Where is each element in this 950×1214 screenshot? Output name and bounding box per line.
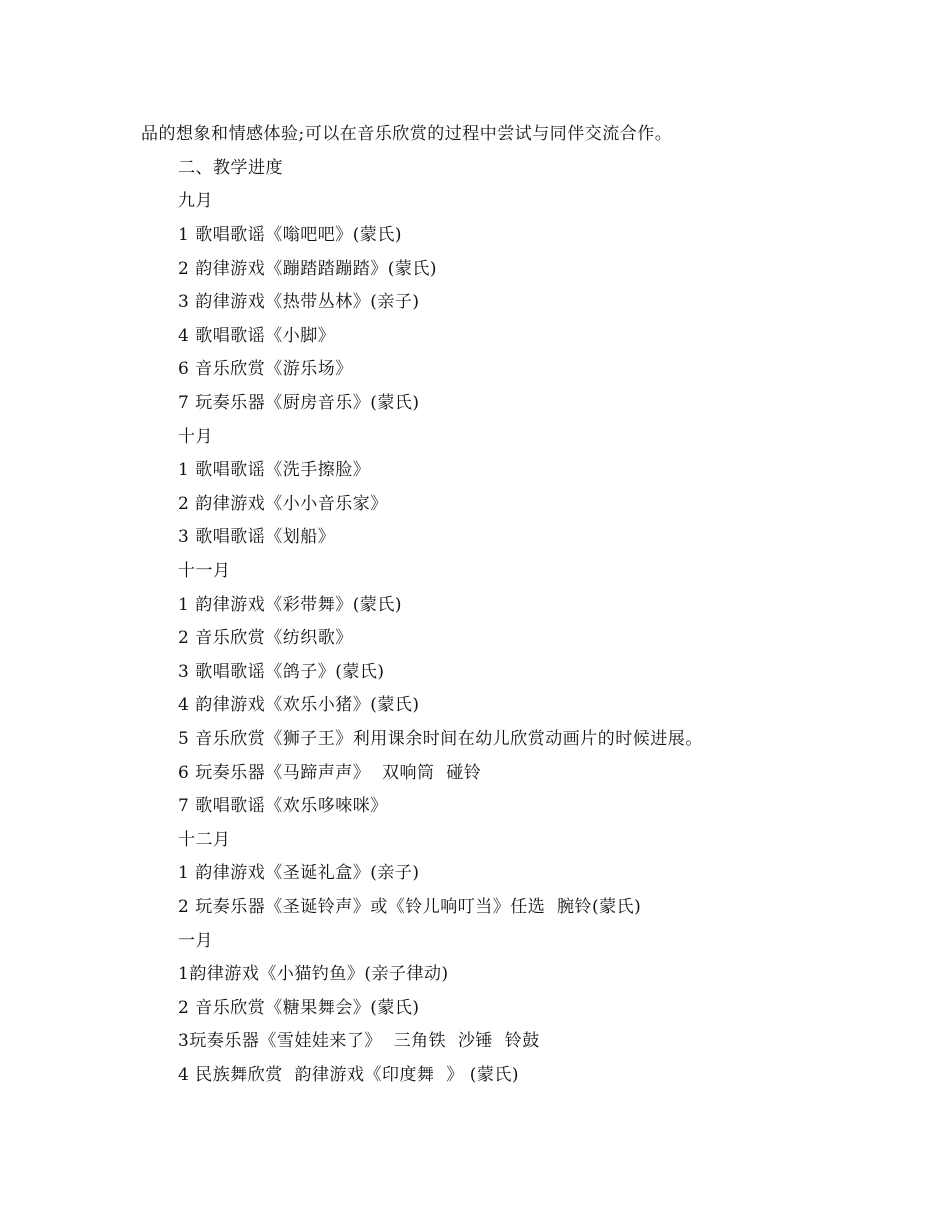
- list-item: 4 民族舞欣赏 韵律游戏《印度舞 》 (蒙氏): [178, 1065, 520, 1085]
- list-item: 5 音乐欣赏《狮子王》利用课余时间在幼儿欣赏动画片的时候进展。: [178, 729, 703, 749]
- list-item: 3 歌唱歌谣《鸽子》(蒙氏): [178, 662, 385, 682]
- month-heading-september: 九月: [178, 191, 213, 211]
- list-item: 4 歌唱歌谣《小脚》: [178, 326, 336, 346]
- section-heading: 二、教学进度: [178, 158, 283, 178]
- list-item: 3玩奏乐器《雪娃娃来了》 三角铁 沙锤 铃鼓: [178, 1031, 540, 1051]
- list-item: 6 玩奏乐器《马蹄声声》 双响筒 碰铃: [178, 763, 482, 783]
- month-heading-december: 十二月: [178, 830, 231, 850]
- list-item: 2 韵律游戏《小小音乐家》: [178, 494, 388, 514]
- month-heading-october: 十月: [178, 427, 213, 447]
- list-item: 1 韵律游戏《彩带舞》(蒙氏): [178, 595, 402, 615]
- list-item: 7 玩奏乐器《厨房音乐》(蒙氏): [178, 393, 420, 413]
- list-item: 3 韵律游戏《热带丛林》(亲子): [178, 292, 420, 312]
- list-item: 1 歌唱歌谣《嗡吧吧》(蒙氏): [178, 225, 402, 245]
- list-item: 2 玩奏乐器《圣诞铃声》或《铃儿响叮当》任选 腕铃(蒙氏): [178, 897, 642, 917]
- month-heading-november: 十一月: [178, 561, 231, 581]
- list-item: 4 韵律游戏《欢乐小猪》(蒙氏): [178, 695, 420, 715]
- list-item: 2 音乐欣赏《纺织歌》: [178, 628, 353, 648]
- list-item: 2 韵律游戏《蹦踏踏蹦踏》(蒙氏): [178, 259, 437, 279]
- list-item: 7 歌唱歌谣《欢乐哆唻咪》: [178, 796, 388, 816]
- list-item: 1 歌唱歌谣《洗手擦脸》: [178, 460, 371, 480]
- list-item: 1韵律游戏《小猫钓鱼》(亲子律动): [178, 964, 449, 984]
- month-heading-january: 一月: [178, 931, 213, 951]
- list-item: 3 歌唱歌谣《划船》: [178, 527, 336, 547]
- list-item: 2 音乐欣赏《糖果舞会》(蒙氏): [178, 998, 420, 1018]
- list-item: 1 韵律游戏《圣诞礼盒》(亲子): [178, 863, 420, 883]
- list-item: 6 音乐欣赏《游乐场》: [178, 359, 353, 379]
- intro-line: 品的想象和情感体验;可以在音乐欣赏的过程中尝试与同伴交流合作。: [141, 124, 673, 144]
